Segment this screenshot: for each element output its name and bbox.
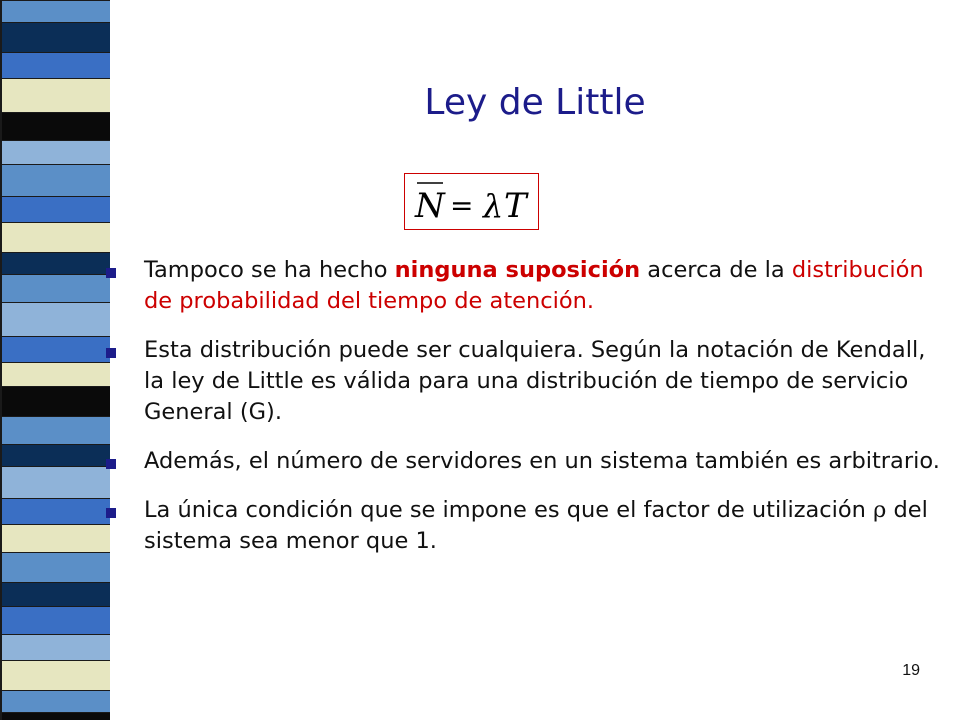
bullet-item (100, 495, 950, 557)
bullet-marker-icon (106, 459, 116, 469)
stripe-block (0, 22, 110, 52)
stripe-block (0, 140, 110, 164)
formula-box (404, 173, 539, 230)
bullet-text: Tampoco se ha hecho (144, 257, 395, 283)
stripe-block (0, 606, 110, 634)
formula-lambda: λ (483, 187, 504, 225)
formula-lhs: N (415, 186, 445, 226)
stripe-block (0, 78, 110, 112)
stripe-block (0, 552, 110, 582)
stripe-block (0, 222, 110, 252)
stripe-block (0, 196, 110, 222)
stripe-block (0, 112, 110, 140)
bullet-text: Esta distribución puede ser cualquiera. Según la notación de Kendall, la ley de Little es válida para una distribución de tiempo de servicio General (G). (144, 337, 926, 425)
stripe-block (0, 274, 110, 302)
stripe-block (0, 386, 110, 416)
stripe-block (0, 582, 110, 606)
bullet-item (100, 335, 950, 428)
stripe-block (0, 0, 110, 22)
stripe-block (0, 524, 110, 552)
formula-equals: = (450, 189, 474, 222)
bullet-item (100, 255, 950, 317)
stripe-block (0, 498, 110, 524)
stripe-block (0, 444, 110, 466)
stripe-block (0, 466, 110, 498)
bullet-text: ninguna suposición (394, 257, 641, 283)
bullet-marker-icon (106, 268, 116, 278)
page-number: 19 (902, 662, 920, 679)
stripe-block (0, 660, 110, 690)
stripe-block (0, 252, 110, 274)
stripe-block (0, 416, 110, 444)
bullet-marker-icon (106, 508, 116, 518)
stripe-block (0, 362, 110, 386)
stripe-block (0, 336, 110, 362)
slide-title: Ley de Little (424, 82, 646, 123)
bullet-text: ρ (873, 497, 887, 523)
bullet-marker-icon (106, 348, 116, 358)
bullet-text: distribución de probabilidad del tiempo de atención. (144, 257, 924, 314)
bullet-text: del sistema sea menor que 1. (144, 497, 928, 554)
bullet-text: Además, el número de servidores en un sistema también es arbitrario. (144, 448, 940, 474)
stripe-block (0, 634, 110, 660)
stripe-block (0, 302, 110, 336)
formula-littles-law (405, 174, 538, 229)
decorative-stripe (0, 0, 110, 720)
bullet-text: acerca de la (640, 257, 792, 283)
formula-t: T (504, 186, 527, 226)
stripe-edge (0, 0, 2, 720)
bullet-list (100, 255, 950, 575)
stripe-block (0, 712, 110, 720)
stripe-block (0, 164, 110, 196)
stripe-block (0, 690, 110, 712)
bullet-item (100, 446, 950, 477)
bullet-text: La única condición que se impone es que el factor de utilización (144, 497, 874, 523)
stripe-block (0, 52, 110, 78)
